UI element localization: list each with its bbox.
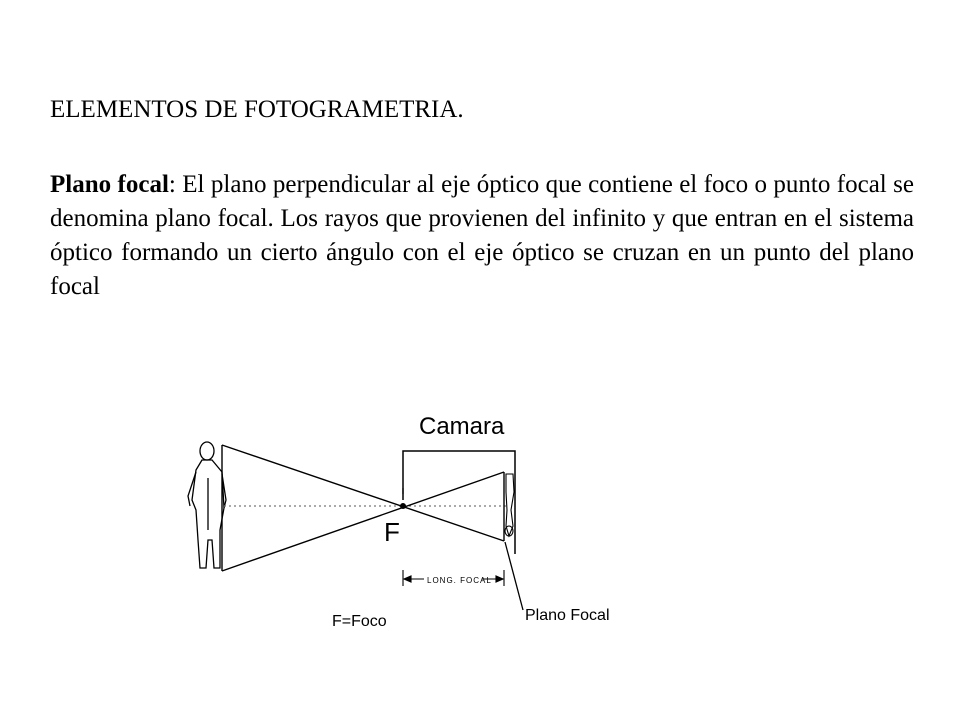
focus-legend: F=Foco <box>332 613 387 630</box>
inverted-person-image <box>505 474 514 536</box>
definition-text: : El plano perpendicular al eje óptico que contiene el foco o punto focal se denomina plano focal. Los rayos que provienen del infinito y que entran en el sistema óptico formando un cierto ángulo con el eje óptico se cruzan en un punto del plano focal <box>50 171 914 300</box>
focus-label: F <box>384 517 400 547</box>
slide-title: ELEMENTOS DE FOTOGRAMETRIA. <box>50 96 464 123</box>
definition-term: Plano focal <box>50 171 169 198</box>
definition-paragraph <box>50 168 914 304</box>
camera-label: Camara <box>419 413 505 440</box>
focal-plane-pointer <box>505 542 523 610</box>
focal-length-label: LONG. FOCAL <box>427 576 492 585</box>
person-figure <box>188 442 226 568</box>
light-rays <box>222 445 504 571</box>
focal-plane-diagram <box>170 400 630 640</box>
focal-plane-label: Plano Focal <box>525 607 610 624</box>
focal-point-dot <box>400 503 406 509</box>
